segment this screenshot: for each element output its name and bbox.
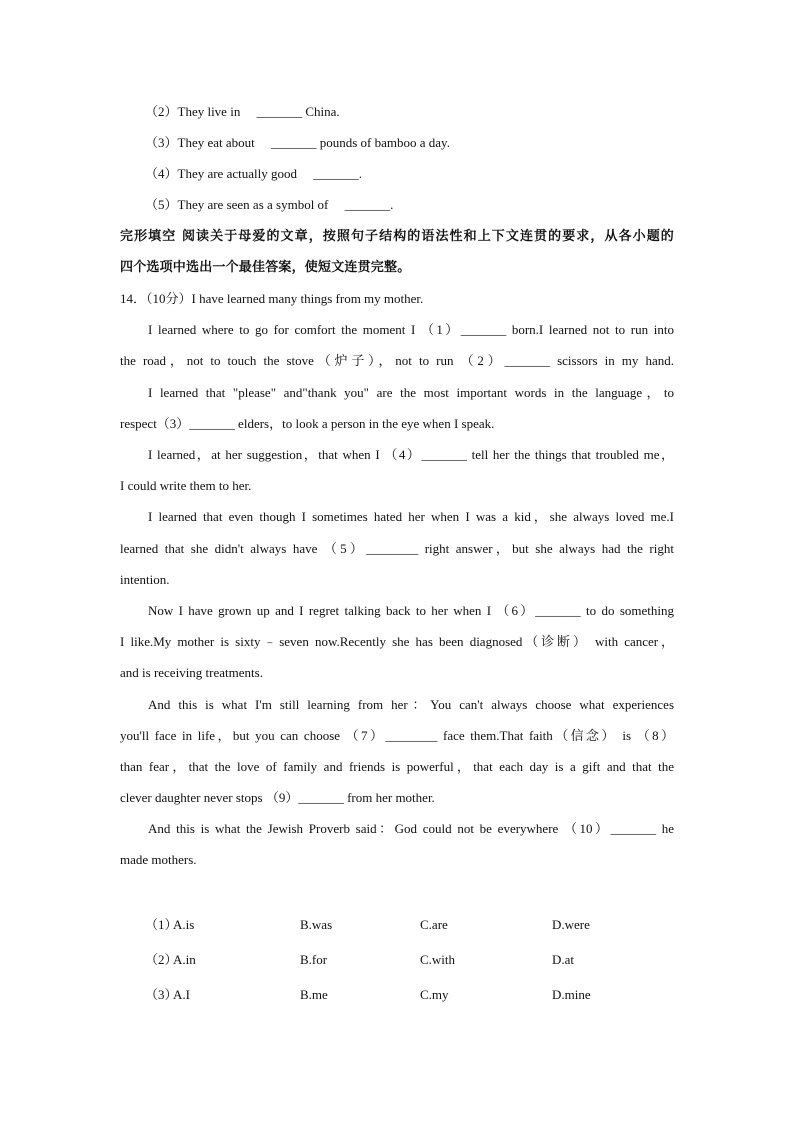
question-header: 14．（10分）I have learned many things from my mother. [120,291,424,306]
passage-line: learned that she didn't always have （5）________ right answer，but she always had the right [120,541,674,556]
option-b: B.me [300,987,328,1002]
option-a: A.is [173,917,195,932]
option-d: D.were [552,917,590,932]
option-number: （3） [145,987,178,1002]
passage-line: I learned that "please" and"thank you" are the most important words in the language，to [148,385,674,400]
passage-line: I learned，at her suggestion，that when I （4）_______ tell her the things that troubled me， [148,447,674,462]
option-number: （1） [145,917,178,932]
passage-line: Now I have grown up and I regret talking back to her when I （6）_______ to do something [148,603,674,618]
prev-question-4: （4）They are actually good _______. [145,166,362,181]
passage-line: made mothers. [120,852,197,867]
option-c: C.my [420,987,449,1002]
passage-line: I learned that even though I sometimes hated her when I was a kid，she always loved me.I [148,509,674,524]
passage-line: And this is what the Jewish Proverb said：God could not be everywhere （10）_______ he [148,821,674,836]
option-d: D.at [552,952,575,967]
passage-line: clever daughter never stops （9）_______ from her mother. [120,790,435,805]
passage-line: you'll face in life，but you can choose （7）________ face them.That faith（信念） is （8） [120,728,674,743]
passage-line: intention. [120,572,170,587]
passage-line: and is receiving treatments. [120,665,263,680]
prev-question-3: （3）They eat about _______ pounds of bamboo a day. [145,135,450,150]
option-a: A.I [173,987,190,1002]
passage-line: I could write them to her. [120,478,252,493]
passage-line: the road，not to touch the stove（炉子），not to run （2）_______ scissors in my hand. [120,353,674,368]
option-number: （2） [145,952,178,967]
prev-question-2: （2）They live in _______ China. [145,104,340,119]
passage-line: I learned where to go for comfort the moment I （1）_______ born.I learned not to run into [148,322,674,337]
option-b: B.was [300,917,333,932]
option-a: A.in [173,952,196,967]
passage-line: I like.My mother is sixty﹣seven now.Recently she has been diagnosed（诊断） with cancer， [120,634,674,649]
passage-line: respect（3）_______ elders，to look a person in the eye when I speak. [120,416,495,431]
section-instruction-line-2: 四个选项中选出一个最佳答案，使短文连贯完整。 [120,260,411,275]
prev-question-5: （5）They are seen as a symbol of _______. [145,197,394,212]
passage-line: And this is what I'm still learning from her：You can't always choose what experiences [148,697,674,712]
option-d: D.mine [552,987,591,1002]
option-c: C.are [420,917,448,932]
option-b: B.for [300,952,328,967]
option-c: C.with [420,952,456,967]
section-instruction-line-1: 完形填空 阅读关于母爱的文章，按照句子结构的语法性和上下文连贯的要求，从各小题的 [120,229,674,244]
passage-line: than fear，that the love of family and friends is powerful，that each day is a gift and that the [120,759,674,774]
